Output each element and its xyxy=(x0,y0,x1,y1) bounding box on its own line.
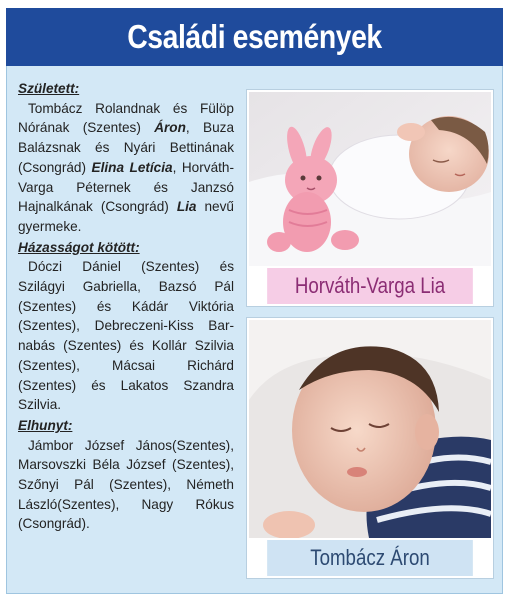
announcements-column xyxy=(18,78,234,534)
baby-name: Elina Letícia xyxy=(91,159,173,175)
baby-name: Lia xyxy=(176,199,197,215)
births-text-part: , Horváth-Varga Péternek és Janzsó Hajnalkának (Csongrád) xyxy=(18,159,234,215)
births-text-part: , Buza Balázsnak és Nyári Bettinának (Csongrád) xyxy=(18,120,235,175)
photo-card-aron xyxy=(247,318,493,578)
baby-with-pink-bunny-photo xyxy=(249,92,491,266)
marriages-text: Dóczi Dániel (Szentes) és Szilágyi Gabriella, Bazsó Pál (Szentes) és Kádár Viktória (Szentes), Debreczeni-Kiss Barnabás (Szentes) és Kollár Szilvia (Szentes), Mácsai Richárd (Szentes) és Lakatos Szandra Szilvia. xyxy=(18,259,234,413)
deaths-text: Jámbor József János(Szentes), Marsovszki Béla József (Szentes), Szőnyi Pál (Szentes), Németh László(Szentes), Nagy Rókus (Csongrád). xyxy=(18,437,234,532)
photo-caption-lia: Horváth-Varga Lia xyxy=(267,268,473,304)
sleeping-baby-photo xyxy=(249,320,491,538)
title-bar xyxy=(6,8,503,66)
baby-name: Áron xyxy=(154,120,186,136)
photo-caption-aron: Tombácz Áron xyxy=(267,540,473,576)
births-text-part: Tombácz Rolandnak és Fülöp Nórának (Szentes) xyxy=(18,100,234,136)
births-heading: Született: xyxy=(18,81,80,96)
photo-card-lia xyxy=(247,90,493,306)
deaths-heading: Elhunyt: xyxy=(18,417,73,433)
page-title: Családi események xyxy=(127,18,382,55)
marriages-heading: Házasságot kötött: xyxy=(18,239,140,255)
births-text-part: nevű gyermeke. xyxy=(18,199,234,234)
births-text xyxy=(18,99,234,237)
